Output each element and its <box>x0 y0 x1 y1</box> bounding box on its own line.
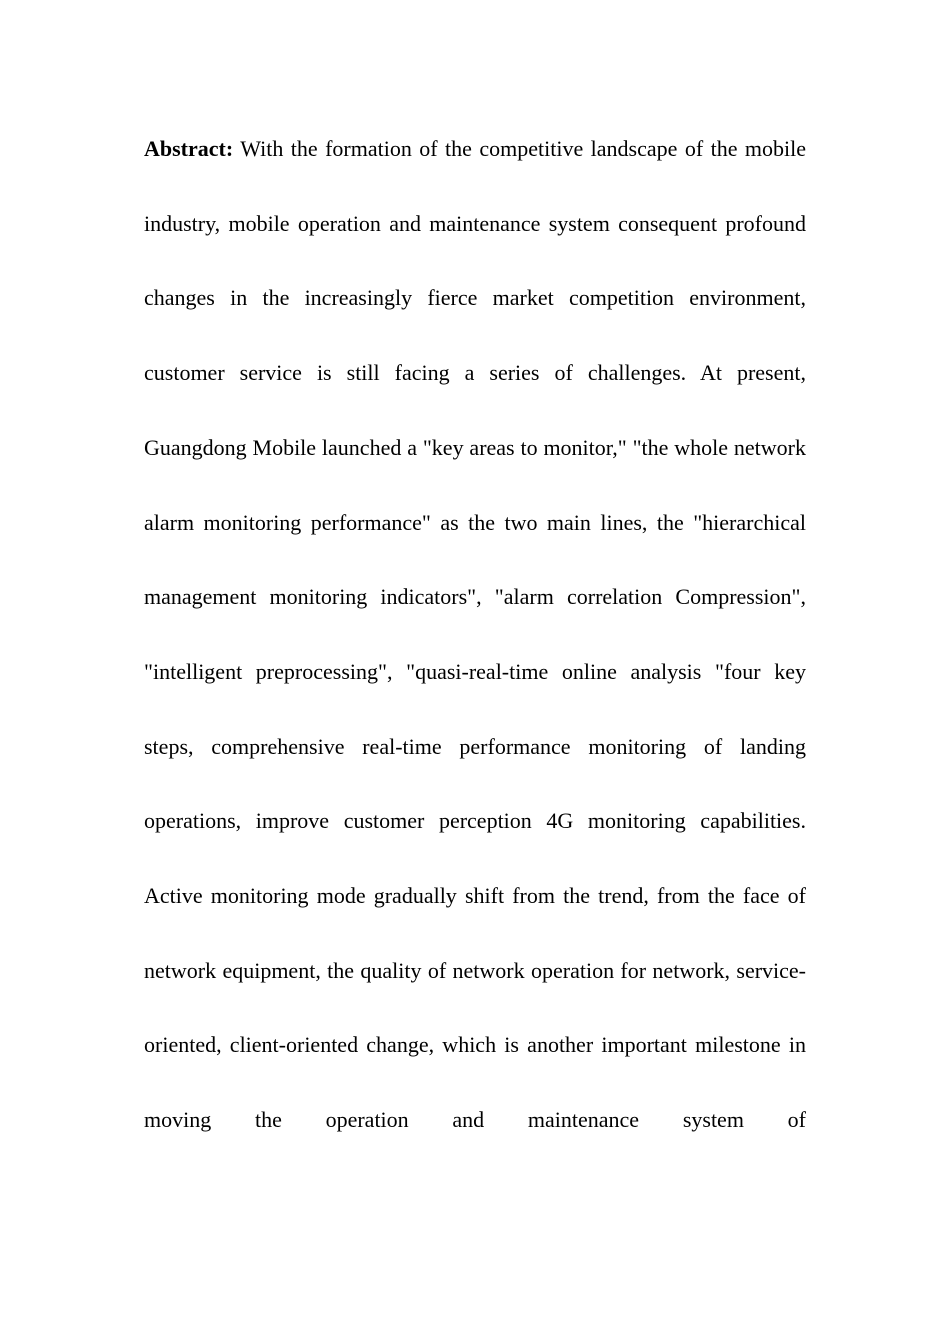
abstract-paragraph <box>144 112 806 1158</box>
abstract-label: Abstract: <box>144 136 234 161</box>
abstract-text: With the formation of the competitive landscape of the mobile industry, mobile operation and maintenance system consequent profound changes in the increasingly fierce market competition environment, customer service is still facing a series of challenges. At present, Guangdong Mobile launched a "key areas to monitor," "the whole network alarm monitoring performance" as the two main lines, the "hierarchical management monitoring indicators", "alarm correlation Compression", "intelligent preprocessing", "quasi-real-time online analysis "four key steps, comprehensive real-time performance monitoring of landing operations, improve customer perception 4G monitoring capabilities. Active monitoring mode gradually shift from the trend, from the face of network equipment, the quality of network operation for network, service-oriented, client-oriented change, which is another important milestone in moving the operation and maintenance system of <box>144 136 806 1133</box>
